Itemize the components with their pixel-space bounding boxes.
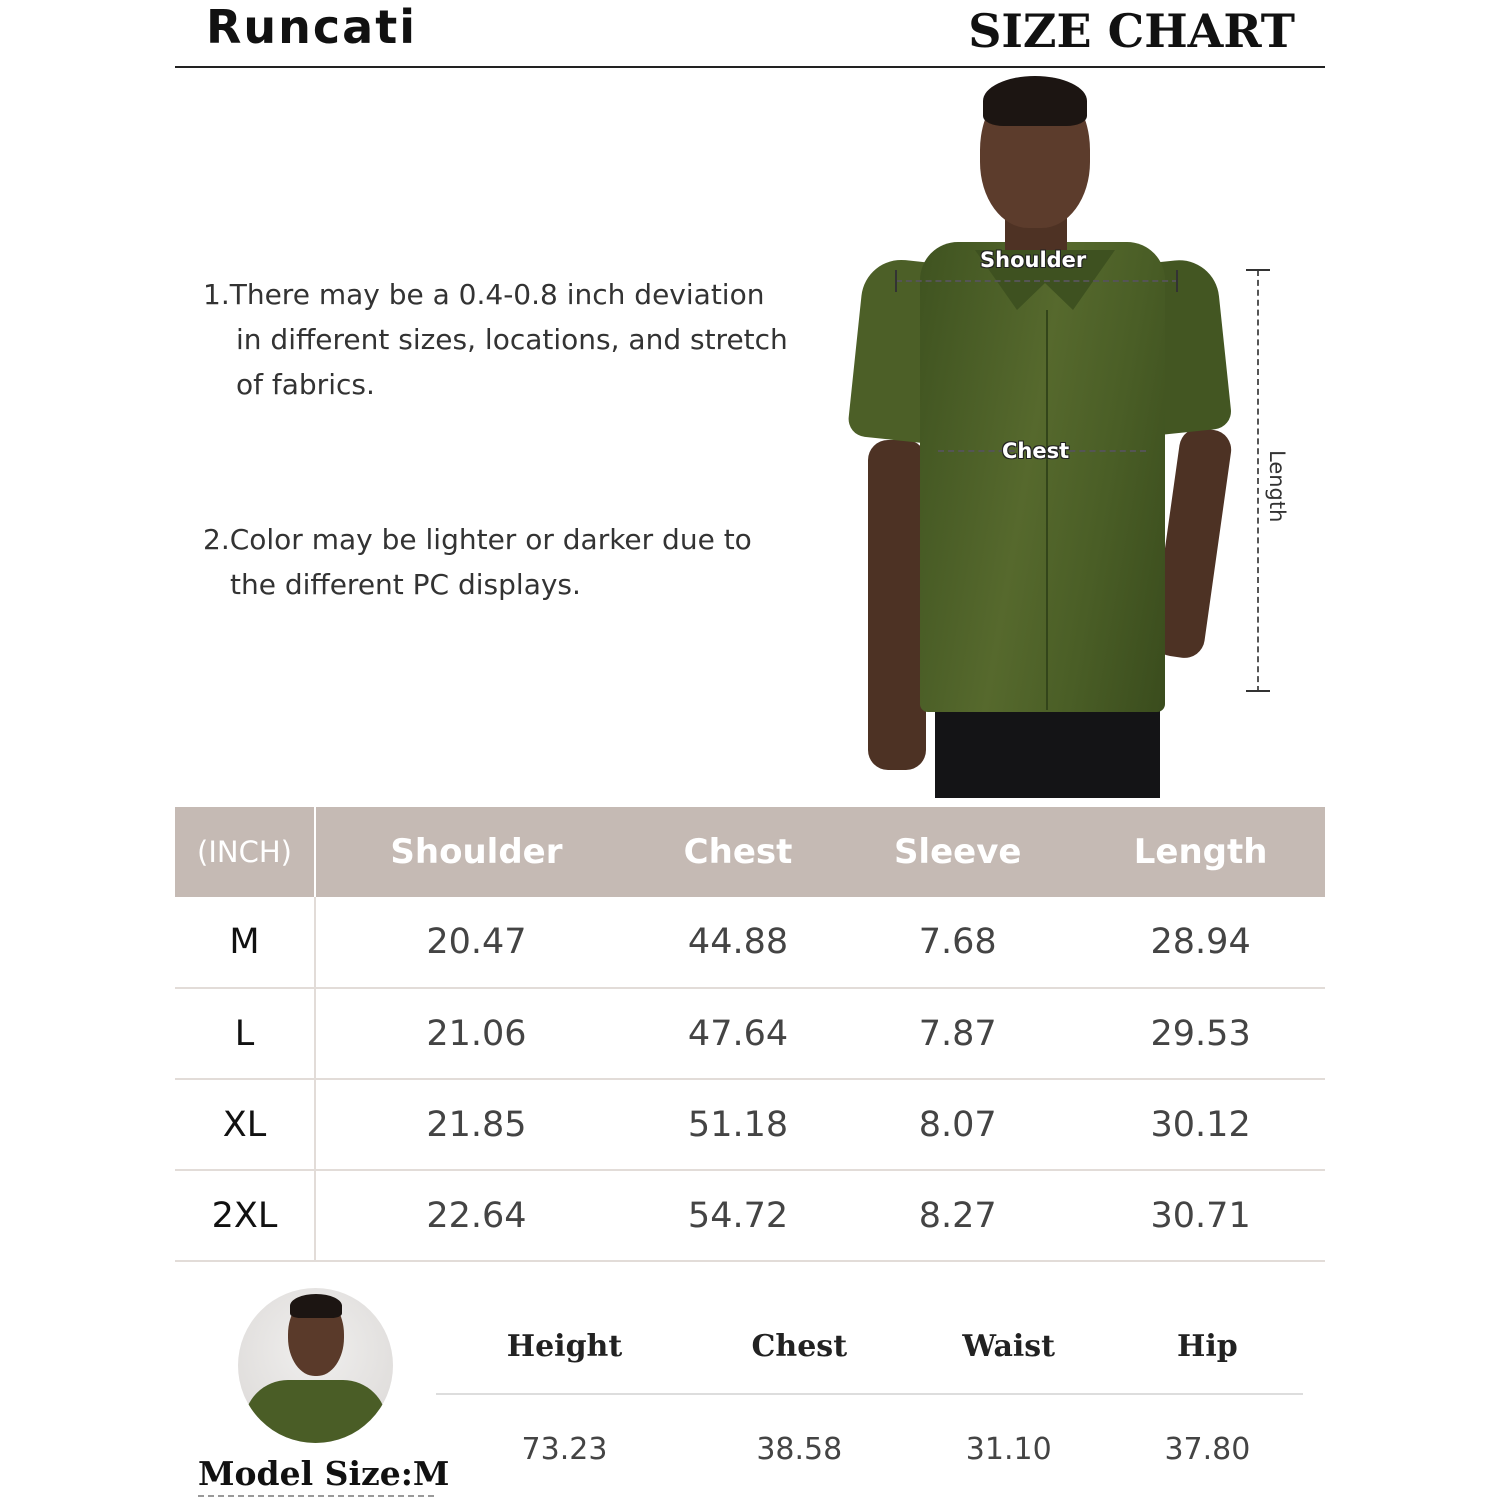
model-height-value: 73.23 — [521, 1432, 608, 1467]
table-row — [175, 897, 1325, 988]
length-cell: 29.53 — [1076, 988, 1325, 1079]
model-table-header-row — [436, 1300, 1303, 1394]
avatar-shirt — [244, 1380, 387, 1443]
note-1-line-2: in different sizes, locations, and stretch — [236, 323, 788, 356]
table-row — [175, 988, 1325, 1079]
table-row — [175, 1079, 1325, 1170]
shoulder-measure-cap-left — [895, 270, 897, 292]
chest-cell: 47.64 — [637, 988, 839, 1079]
size-table — [175, 807, 1325, 1262]
sleeve-cell: 8.27 — [839, 1170, 1076, 1261]
note-2-line-2: the different PC displays. — [230, 568, 581, 601]
sleeve-cell: 7.68 — [839, 897, 1076, 988]
note-1 — [203, 272, 813, 407]
size-table-header-row — [175, 807, 1325, 897]
column-header-length: Length — [1076, 807, 1325, 897]
model-table-row — [436, 1394, 1303, 1500]
chest-cell: 54.72 — [637, 1170, 839, 1261]
model-header-chest: Chest — [693, 1300, 906, 1394]
shoulder-cell: 21.06 — [315, 988, 637, 1079]
model-waist-value: 31.10 — [965, 1432, 1052, 1467]
page-title: SIZE CHART — [968, 4, 1295, 58]
length-measure-line — [1257, 270, 1259, 692]
length-cell: 28.94 — [1076, 897, 1325, 988]
length-measure-cap-bottom — [1246, 690, 1270, 692]
avatar-hair — [290, 1294, 342, 1318]
model-header-waist: Waist — [906, 1300, 1112, 1394]
shoulder-cell: 22.64 — [315, 1170, 637, 1261]
model-chest-value: 38.58 — [756, 1432, 843, 1467]
length-cell: 30.12 — [1076, 1079, 1325, 1170]
model-hip-value: 37.80 — [1164, 1432, 1251, 1467]
model-avatar — [238, 1288, 393, 1443]
note-1-line-1: 1.There may be a 0.4-0.8 inch deviation — [203, 278, 765, 311]
shoulder-measure-label: Shoulder — [980, 248, 1087, 272]
length-measure-cap-top — [1246, 269, 1270, 271]
sleeve-cell: 8.07 — [839, 1079, 1076, 1170]
unit-header: (INCH) — [175, 807, 315, 897]
shoulder-cell: 20.47 — [315, 897, 637, 988]
shoulder-measure-cap-right — [1176, 270, 1178, 292]
column-header-chest: Chest — [637, 807, 839, 897]
size-name-cell: L — [175, 988, 315, 1079]
note-2 — [203, 517, 813, 607]
model-size-label: Model Size:M — [198, 1454, 434, 1497]
chest-cell: 44.88 — [637, 897, 839, 988]
shirt-torso — [920, 242, 1165, 712]
header-divider — [175, 66, 1325, 68]
column-header-sleeve: Sleeve — [839, 807, 1076, 897]
note-2-line-1: 2.Color may be lighter or darker due to — [203, 523, 752, 556]
chest-measure-label: Chest — [1002, 439, 1070, 463]
note-1-line-3: of fabrics. — [236, 368, 375, 401]
size-name-cell: XL — [175, 1079, 315, 1170]
column-header-shoulder: Shoulder — [315, 807, 637, 897]
model-header-hip: Hip — [1112, 1300, 1303, 1394]
notes-block — [203, 272, 813, 717]
size-name-cell: 2XL — [175, 1170, 315, 1261]
size-name-cell: M — [175, 897, 315, 988]
left-arm — [868, 440, 926, 770]
sleeve-cell: 7.87 — [839, 988, 1076, 1079]
model-figure-illustration — [850, 70, 1290, 798]
shoulder-measure-line — [896, 280, 1178, 282]
shirt-placket — [1046, 310, 1048, 710]
hair — [983, 76, 1087, 126]
chest-cell: 51.18 — [637, 1079, 839, 1170]
shoulder-cell: 21.85 — [315, 1079, 637, 1170]
model-measurements-table — [436, 1300, 1303, 1500]
brand-logo: Runcati — [206, 0, 417, 54]
length-measure-label: Length — [1265, 450, 1289, 523]
model-header-height: Height — [436, 1300, 693, 1394]
length-cell: 30.71 — [1076, 1170, 1325, 1261]
table-row — [175, 1170, 1325, 1261]
pants — [935, 700, 1160, 798]
